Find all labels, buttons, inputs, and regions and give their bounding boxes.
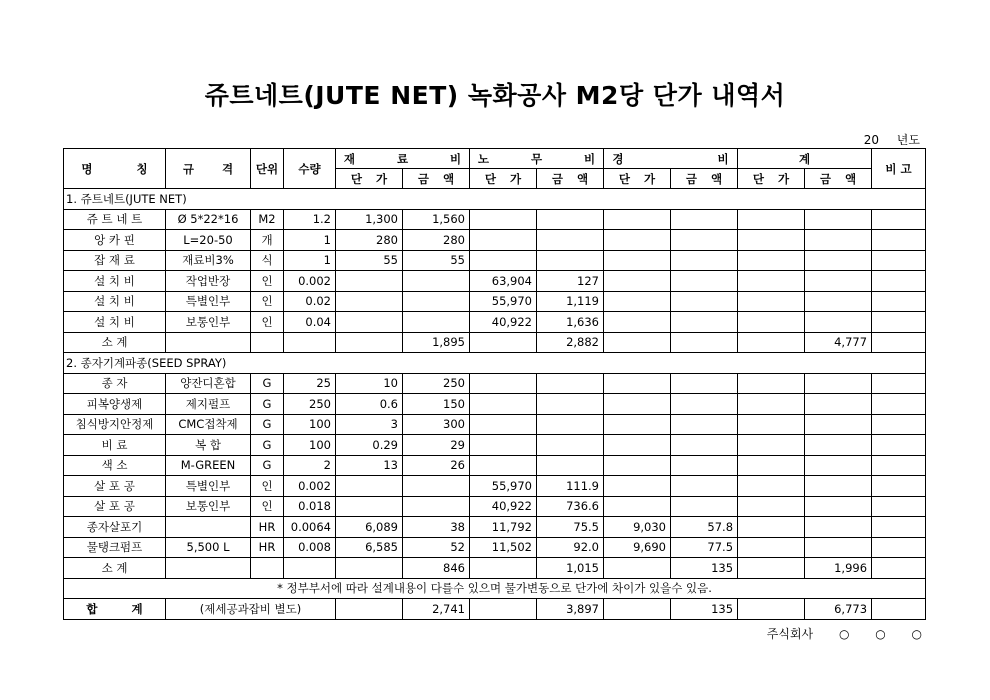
header-total: 계 xyxy=(738,149,872,169)
cell-unit: G xyxy=(251,455,284,476)
cell-expense-unit-price xyxy=(604,250,671,271)
cell-material-unit-price xyxy=(336,558,403,579)
grand-total-expense-unit xyxy=(604,599,671,620)
grand-total-expense-amount: 135 xyxy=(671,599,738,620)
cost-breakdown-table xyxy=(63,148,926,620)
cell-total-unit-price xyxy=(738,517,805,538)
cell-unit: 인 xyxy=(251,312,284,333)
cell-expense-unit-price: 9,030 xyxy=(604,517,671,538)
header-labor: 노 무 비 xyxy=(470,149,604,169)
section1-row xyxy=(64,291,926,312)
cell-total-amount xyxy=(805,312,872,333)
cell-material-unit-price: 6,585 xyxy=(336,537,403,558)
cell-total-amount xyxy=(805,455,872,476)
grand-total-material-unit xyxy=(336,599,403,620)
cell-material-amount xyxy=(403,496,470,517)
cell-name: 비 료 xyxy=(64,435,166,456)
cell-name: 물탱크펌프 xyxy=(64,537,166,558)
cell-labor-unit-price: 11,502 xyxy=(470,537,537,558)
section2-row xyxy=(64,496,926,517)
cell-expense-amount xyxy=(671,250,738,271)
cell-remark xyxy=(872,517,926,538)
cell-labor-unit-price: 55,970 xyxy=(470,291,537,312)
header-total-unit-price: 단 가 xyxy=(738,169,805,189)
cell-expense-unit-price xyxy=(604,394,671,415)
cell-total-unit-price xyxy=(738,558,805,579)
cell-unit: 인 xyxy=(251,291,284,312)
cell-spec: 양잔디혼합 xyxy=(166,373,251,394)
cell-spec: 제지펄프 xyxy=(166,394,251,415)
cell-expense-amount xyxy=(671,312,738,333)
section2-row xyxy=(64,455,926,476)
cell-labor-unit-price xyxy=(470,414,537,435)
cell-total-amount: 1,996 xyxy=(805,558,872,579)
cell-total-unit-price xyxy=(738,476,805,497)
cell-unit: 인 xyxy=(251,496,284,517)
cell-material-unit-price xyxy=(336,476,403,497)
section-2-title: 2. 종자기계파종(SEED SPRAY) xyxy=(64,353,926,374)
section2-row xyxy=(64,558,926,579)
cell-spec: CMC접착제 xyxy=(166,414,251,435)
cell-material-amount: 150 xyxy=(403,394,470,415)
note-row xyxy=(64,578,926,599)
cell-labor-unit-price xyxy=(470,394,537,415)
cell-material-amount: 55 xyxy=(403,250,470,271)
cell-name: 앙 카 핀 xyxy=(64,230,166,251)
cell-unit: G xyxy=(251,373,284,394)
cell-remark xyxy=(872,312,926,333)
cell-remark xyxy=(872,558,926,579)
cell-expense-amount xyxy=(671,394,738,415)
cell-labor-amount: 75.5 xyxy=(537,517,604,538)
cell-qty: 25 xyxy=(284,373,336,394)
cell-qty: 0.002 xyxy=(284,476,336,497)
cell-labor-unit-price xyxy=(470,435,537,456)
cell-material-amount: 280 xyxy=(403,230,470,251)
cell-spec: 특별인부 xyxy=(166,476,251,497)
cell-spec xyxy=(166,332,251,353)
cell-total-unit-price xyxy=(738,373,805,394)
cell-unit: G xyxy=(251,414,284,435)
header-name: 명 칭 xyxy=(64,149,166,189)
cell-material-amount xyxy=(403,291,470,312)
cell-expense-unit-price xyxy=(604,230,671,251)
cell-spec: M-GREEN xyxy=(166,455,251,476)
cell-material-unit-price: 1,300 xyxy=(336,209,403,230)
section2-row xyxy=(64,435,926,456)
cell-spec: 복 합 xyxy=(166,435,251,456)
cell-name: 종 자 xyxy=(64,373,166,394)
grand-total-spec: (제세공과잡비 별도) xyxy=(166,599,336,620)
cell-name: 피복양생제 xyxy=(64,394,166,415)
cell-total-unit-price xyxy=(738,271,805,292)
header-material-amount: 금 액 xyxy=(403,169,470,189)
cell-name: 쥬 트 네 트 xyxy=(64,209,166,230)
grand-total-row xyxy=(64,599,926,620)
cell-material-amount: 52 xyxy=(403,537,470,558)
cell-spec: Ø 5*22*16 xyxy=(166,209,251,230)
cell-expense-unit-price xyxy=(604,476,671,497)
cell-remark xyxy=(872,414,926,435)
cell-total-unit-price xyxy=(738,537,805,558)
cell-unit: HR xyxy=(251,517,284,538)
cell-unit xyxy=(251,332,284,353)
company-signature: 주식회사 ○ ○ ○ xyxy=(766,627,922,641)
cell-labor-amount xyxy=(537,250,604,271)
header-material-unit-price: 단 가 xyxy=(336,169,403,189)
cell-name: 설 치 비 xyxy=(64,271,166,292)
grand-total-remark xyxy=(872,599,926,620)
section1-row xyxy=(64,271,926,292)
cell-total-unit-price xyxy=(738,250,805,271)
cell-labor-unit-price xyxy=(470,250,537,271)
cell-labor-unit-price: 55,970 xyxy=(470,476,537,497)
header-labor-unit-price: 단 가 xyxy=(470,169,537,189)
cell-labor-amount: 2,882 xyxy=(537,332,604,353)
cell-expense-unit-price xyxy=(604,558,671,579)
cell-total-amount xyxy=(805,537,872,558)
header-labor-amount: 금 액 xyxy=(537,169,604,189)
cell-labor-amount xyxy=(537,230,604,251)
cell-spec xyxy=(166,517,251,538)
cell-unit: 식 xyxy=(251,250,284,271)
cell-material-amount: 38 xyxy=(403,517,470,538)
cell-total-unit-price xyxy=(738,455,805,476)
cell-expense-amount xyxy=(671,496,738,517)
cell-remark xyxy=(872,250,926,271)
grand-total-total-unit xyxy=(738,599,805,620)
header-expense: 경 비 xyxy=(604,149,738,169)
section2-row xyxy=(64,537,926,558)
header-qty: 수량 xyxy=(284,149,336,189)
cell-material-amount: 1,560 xyxy=(403,209,470,230)
grand-total-material-amount: 2,741 xyxy=(403,599,470,620)
cell-remark xyxy=(872,476,926,497)
cell-expense-unit-price xyxy=(604,209,671,230)
cell-qty: 100 xyxy=(284,435,336,456)
cell-material-unit-price: 6,089 xyxy=(336,517,403,538)
cell-labor-unit-price: 40,922 xyxy=(470,312,537,333)
cell-name: 잡 재 료 xyxy=(64,250,166,271)
cell-labor-amount: 127 xyxy=(537,271,604,292)
cell-expense-amount: 135 xyxy=(671,558,738,579)
cell-remark xyxy=(872,455,926,476)
section1-row xyxy=(64,332,926,353)
cell-qty: 0.02 xyxy=(284,291,336,312)
cell-expense-amount: 57.8 xyxy=(671,517,738,538)
cell-remark xyxy=(872,373,926,394)
cell-material-amount xyxy=(403,312,470,333)
section1-row xyxy=(64,250,926,271)
cell-unit: G xyxy=(251,435,284,456)
cell-qty: 1 xyxy=(284,230,336,251)
cell-expense-amount xyxy=(671,230,738,251)
cell-labor-unit-price xyxy=(470,373,537,394)
cell-labor-unit-price xyxy=(470,230,537,251)
year-label: 20 년도 xyxy=(863,133,920,147)
cell-labor-amount: 111.9 xyxy=(537,476,604,497)
header-row-1 xyxy=(64,149,926,169)
cell-labor-amount: 736.6 xyxy=(537,496,604,517)
cell-material-amount: 250 xyxy=(403,373,470,394)
cell-remark xyxy=(872,537,926,558)
cell-total-amount: 4,777 xyxy=(805,332,872,353)
cell-material-unit-price: 280 xyxy=(336,230,403,251)
cell-labor-amount xyxy=(537,414,604,435)
cell-spec xyxy=(166,558,251,579)
cell-name: 침식방지안정제 xyxy=(64,414,166,435)
header-remark: 비 고 xyxy=(872,149,926,189)
header-material: 재 료 비 xyxy=(336,149,470,169)
cell-material-amount xyxy=(403,476,470,497)
section1-row xyxy=(64,230,926,251)
cell-total-amount xyxy=(805,271,872,292)
cell-spec: 보통인부 xyxy=(166,312,251,333)
cell-name: 종자살포기 xyxy=(64,517,166,538)
note-text: * 정부부서에 따라 설계내용이 다를수 있으며 물가변동으로 단가에 차이가 있을수 있음. xyxy=(64,578,926,599)
cell-unit: G xyxy=(251,394,284,415)
cell-total-amount xyxy=(805,250,872,271)
cell-material-unit-price: 3 xyxy=(336,414,403,435)
grand-total-labor-amount: 3,897 xyxy=(537,599,604,620)
cell-qty: 250 xyxy=(284,394,336,415)
document-title: 쥬트네트(JUTE NET) 녹화공사 M2당 단가 내역서 xyxy=(204,81,786,110)
grand-total-label: 합 계 xyxy=(64,599,166,620)
cell-total-unit-price xyxy=(738,394,805,415)
cell-total-unit-price xyxy=(738,496,805,517)
cell-remark xyxy=(872,271,926,292)
cell-total-amount xyxy=(805,496,872,517)
cell-labor-unit-price: 63,904 xyxy=(470,271,537,292)
cell-expense-amount xyxy=(671,271,738,292)
cell-labor-amount xyxy=(537,373,604,394)
section2-row xyxy=(64,517,926,538)
cell-expense-unit-price xyxy=(604,373,671,394)
cell-remark xyxy=(872,394,926,415)
header-unit: 단위 xyxy=(251,149,284,189)
cell-material-unit-price xyxy=(336,332,403,353)
cell-unit: 인 xyxy=(251,271,284,292)
cell-unit: HR xyxy=(251,537,284,558)
cell-name: 소 계 xyxy=(64,558,166,579)
cell-expense-unit-price xyxy=(604,414,671,435)
cell-material-unit-price: 13 xyxy=(336,455,403,476)
section-2-title-row xyxy=(64,353,926,374)
cell-total-amount xyxy=(805,230,872,251)
cell-remark xyxy=(872,230,926,251)
cell-qty: 0.008 xyxy=(284,537,336,558)
cell-name: 살 포 공 xyxy=(64,496,166,517)
cell-total-unit-price xyxy=(738,209,805,230)
cell-spec: 작업반장 xyxy=(166,271,251,292)
cell-spec: 5,500 L xyxy=(166,537,251,558)
section-1-title-row xyxy=(64,189,926,210)
cell-qty: 0.04 xyxy=(284,312,336,333)
cell-labor-amount: 1,015 xyxy=(537,558,604,579)
cell-expense-unit-price xyxy=(604,291,671,312)
cell-unit: 인 xyxy=(251,476,284,497)
cell-spec: 보통인부 xyxy=(166,496,251,517)
cell-material-amount: 29 xyxy=(403,435,470,456)
header-expense-unit-price: 단 가 xyxy=(604,169,671,189)
cell-unit xyxy=(251,558,284,579)
cell-remark xyxy=(872,209,926,230)
cell-qty: 0.018 xyxy=(284,496,336,517)
cell-labor-amount xyxy=(537,435,604,456)
cell-material-amount xyxy=(403,271,470,292)
section2-row xyxy=(64,373,926,394)
cell-expense-unit-price xyxy=(604,496,671,517)
cell-labor-unit-price xyxy=(470,455,537,476)
cell-total-amount xyxy=(805,209,872,230)
cell-name: 설 치 비 xyxy=(64,312,166,333)
cell-total-unit-price xyxy=(738,291,805,312)
cell-labor-unit-price: 40,922 xyxy=(470,496,537,517)
cell-qty xyxy=(284,558,336,579)
cell-total-unit-price xyxy=(738,435,805,456)
section2-row xyxy=(64,476,926,497)
cell-labor-amount: 92.0 xyxy=(537,537,604,558)
cell-expense-unit-price xyxy=(604,271,671,292)
cell-name: 살 포 공 xyxy=(64,476,166,497)
cell-remark xyxy=(872,291,926,312)
cell-expense-unit-price xyxy=(604,312,671,333)
cell-total-unit-price xyxy=(738,312,805,333)
cell-material-unit-price: 0.6 xyxy=(336,394,403,415)
cell-qty: 1.2 xyxy=(284,209,336,230)
section1-row xyxy=(64,312,926,333)
cell-expense-unit-price: 9,690 xyxy=(604,537,671,558)
cell-material-unit-price xyxy=(336,312,403,333)
cell-labor-amount: 1,119 xyxy=(537,291,604,312)
cell-labor-amount xyxy=(537,394,604,415)
cell-labor-amount: 1,636 xyxy=(537,312,604,333)
cell-material-amount: 300 xyxy=(403,414,470,435)
cell-total-unit-price xyxy=(738,414,805,435)
cell-total-amount xyxy=(805,373,872,394)
cell-material-unit-price xyxy=(336,291,403,312)
cell-expense-amount xyxy=(671,209,738,230)
cell-labor-unit-price xyxy=(470,558,537,579)
cell-qty: 1 xyxy=(284,250,336,271)
cell-expense-amount xyxy=(671,332,738,353)
header-spec: 규 격 xyxy=(166,149,251,189)
cell-expense-amount xyxy=(671,414,738,435)
cell-expense-unit-price xyxy=(604,332,671,353)
cell-spec: L=20-50 xyxy=(166,230,251,251)
cell-expense-amount xyxy=(671,435,738,456)
cell-expense-amount xyxy=(671,455,738,476)
cell-total-amount xyxy=(805,517,872,538)
cell-expense-amount xyxy=(671,373,738,394)
cell-name: 설 치 비 xyxy=(64,291,166,312)
cell-total-unit-price xyxy=(738,230,805,251)
cell-total-amount xyxy=(805,435,872,456)
grand-total-labor-unit xyxy=(470,599,537,620)
cell-labor-unit-price xyxy=(470,209,537,230)
cell-qty: 2 xyxy=(284,455,336,476)
grand-total-total-amount: 6,773 xyxy=(805,599,872,620)
header-total-amount: 금 액 xyxy=(805,169,872,189)
cell-expense-amount xyxy=(671,291,738,312)
cell-material-unit-price: 0.29 xyxy=(336,435,403,456)
cell-qty: 100 xyxy=(284,414,336,435)
cell-qty: 0.002 xyxy=(284,271,336,292)
cell-material-unit-price xyxy=(336,496,403,517)
cell-expense-amount: 77.5 xyxy=(671,537,738,558)
cell-material-unit-price: 55 xyxy=(336,250,403,271)
section2-row xyxy=(64,394,926,415)
cell-remark xyxy=(872,332,926,353)
section-1-title: 1. 쥬트네트(JUTE NET) xyxy=(64,189,926,210)
cell-unit: 개 xyxy=(251,230,284,251)
cell-material-amount: 846 xyxy=(403,558,470,579)
cell-total-amount xyxy=(805,394,872,415)
cell-remark xyxy=(872,496,926,517)
cell-qty: 0.0064 xyxy=(284,517,336,538)
cell-labor-amount xyxy=(537,455,604,476)
cell-material-unit-price xyxy=(336,271,403,292)
section2-row xyxy=(64,414,926,435)
section1-row xyxy=(64,209,926,230)
cell-material-amount: 26 xyxy=(403,455,470,476)
cell-expense-unit-price xyxy=(604,455,671,476)
cell-labor-unit-price xyxy=(470,332,537,353)
cell-spec: 재료비3% xyxy=(166,250,251,271)
cell-material-amount: 1,895 xyxy=(403,332,470,353)
cell-name: 색 소 xyxy=(64,455,166,476)
cell-total-amount xyxy=(805,414,872,435)
cell-expense-unit-price xyxy=(604,435,671,456)
cell-spec: 특별인부 xyxy=(166,291,251,312)
cell-total-amount xyxy=(805,476,872,497)
cell-unit: M2 xyxy=(251,209,284,230)
cell-expense-amount xyxy=(671,476,738,497)
cell-qty xyxy=(284,332,336,353)
cell-labor-unit-price: 11,792 xyxy=(470,517,537,538)
cell-material-unit-price: 10 xyxy=(336,373,403,394)
cell-total-unit-price xyxy=(738,332,805,353)
cell-name: 소 계 xyxy=(64,332,166,353)
cell-total-amount xyxy=(805,291,872,312)
header-expense-amount: 금 액 xyxy=(671,169,738,189)
cell-remark xyxy=(872,435,926,456)
cell-labor-amount xyxy=(537,209,604,230)
